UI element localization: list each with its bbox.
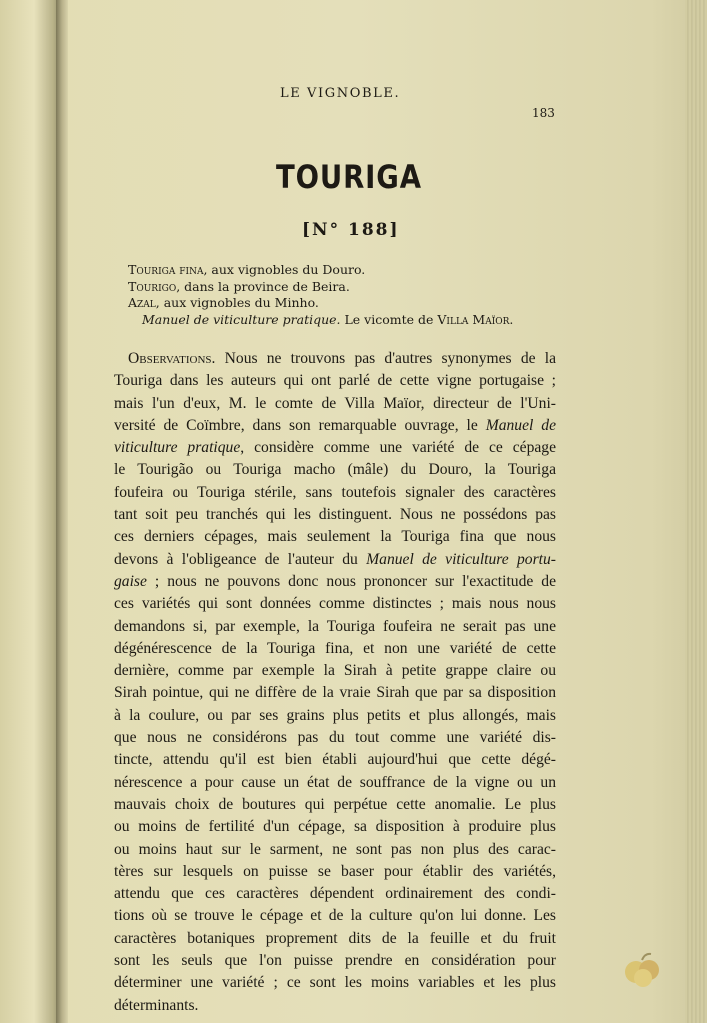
body-line bbox=[114, 816, 556, 838]
body-line bbox=[114, 905, 556, 927]
synonym-text: , dans la province de Beira. bbox=[176, 278, 350, 294]
fruit-stamp-icon bbox=[618, 948, 666, 990]
body-line bbox=[114, 393, 556, 415]
body-line bbox=[114, 883, 556, 905]
body-line bbox=[114, 749, 556, 771]
body-segment: versité de Coïmbre, dans son remarquable ouvrage, le bbox=[114, 416, 486, 434]
body-segment: tincte, attendu qu'il est bien établi aujourd'hui que cette dégé- bbox=[114, 751, 556, 769]
body-segment: à la coulure, ou par ses grains plus petits et plus allongés, mais bbox=[114, 706, 556, 724]
body-line bbox=[114, 370, 556, 392]
book-gutter bbox=[56, 0, 68, 1023]
body-line bbox=[114, 571, 556, 593]
body-segment: mauvais choix de boutures qui perpétue cette anomalie. Le plus bbox=[114, 795, 556, 813]
synonym-name: Azal bbox=[128, 295, 156, 310]
synonym-list bbox=[128, 262, 513, 328]
body-line bbox=[114, 995, 556, 1017]
page-edges bbox=[685, 0, 707, 1023]
body-segment: viticulture pratique bbox=[114, 439, 241, 457]
body-line bbox=[114, 772, 556, 794]
body-segment: gaise bbox=[114, 572, 147, 590]
body-line bbox=[114, 459, 556, 481]
body-line bbox=[114, 526, 556, 548]
body-segment: Touriga dans les auteurs qui ont parlé de cette vigne portugaise ; bbox=[114, 372, 556, 390]
body-segment: le Tourigão ou Touriga macho (mâle) du Douro, la Touriga bbox=[114, 461, 556, 479]
body-segment: Observations. bbox=[128, 350, 216, 367]
body-segment: demandons si, par exemple, la Touriga foufeira ne serait pas une bbox=[114, 617, 556, 635]
body-line bbox=[114, 437, 556, 459]
synonym-line bbox=[128, 262, 513, 279]
synonym-line bbox=[128, 295, 513, 312]
body-segment: déterminants. bbox=[114, 996, 199, 1014]
left-page-edge bbox=[0, 0, 62, 1023]
synonym-name: Tourigo bbox=[128, 278, 177, 294]
reference-line bbox=[128, 312, 513, 329]
body-line bbox=[114, 861, 556, 883]
body-line bbox=[114, 415, 556, 437]
body-line bbox=[114, 928, 556, 950]
body-segment: ou moins haut sur le sarment, ne sont pas non plus des carac- bbox=[114, 840, 556, 858]
body-segment: nérescence a pour cause un état de souffrance de la vigne ou un bbox=[114, 773, 556, 791]
body-segment: tères sur lesquels on puisse se baser pour établir des variétés, bbox=[114, 862, 556, 880]
body-line bbox=[114, 660, 556, 682]
body-segment: Manuel de viticulture portu- bbox=[366, 550, 556, 568]
body-line bbox=[114, 638, 556, 660]
body-segment: devons à l'obligeance de l'auteur du bbox=[114, 550, 367, 568]
body-segment: Sirah pointue, qui ne diffère de la vraie Sirah que par sa disposition bbox=[114, 684, 556, 702]
body-segment: dégénérescence de la Touriga fina, et non une variété de cette bbox=[114, 639, 556, 657]
reference-prefix: Le vicomte de bbox=[340, 311, 438, 327]
observations-paragraph bbox=[114, 348, 556, 1017]
body-segment: Nous ne trouvons pas d'autres synonymes de la bbox=[215, 350, 556, 367]
body-line bbox=[114, 682, 556, 704]
body-line bbox=[114, 727, 556, 749]
body-line bbox=[114, 839, 556, 861]
body-segment: ; nous ne pouvons donc nous prononcer sur l'exactitude de bbox=[146, 572, 556, 590]
body-segment: ou moins de fertilité d'un cépage, sa disposition à produire plus bbox=[114, 818, 556, 836]
body-segment: dernière, comme par exemple la Sirah à petite grappe claire ou bbox=[114, 662, 556, 680]
page-number: 183 bbox=[532, 106, 555, 120]
body-line bbox=[114, 972, 556, 994]
body-segment: foufeira ou Touriga stérile, sans toutefois signaler des caractères bbox=[114, 483, 556, 501]
body-segment: attendu que ces caractères dépendent ordinairement des condi- bbox=[114, 885, 556, 903]
body-segment: ces variétés qui sont données comme distinctes ; mais nous nous bbox=[114, 595, 556, 613]
synonym-name: Touriga fina bbox=[128, 262, 204, 277]
body-line bbox=[114, 482, 556, 504]
body-line bbox=[114, 616, 556, 638]
synonym-text: , aux vignobles du Douro. bbox=[203, 262, 366, 277]
reference-author: Villa Maïor. bbox=[437, 311, 514, 327]
synonym-text: , aux vignobles du Minho. bbox=[155, 295, 319, 310]
body-line bbox=[114, 549, 556, 571]
reference-work: Manuel de viticulture pratique. bbox=[142, 311, 341, 327]
body-segment: mais l'un d'eux, M. le comte de Villa Maïor, directeur de l'Uni- bbox=[114, 394, 556, 412]
page-title: TOURIGA bbox=[276, 158, 422, 196]
body-segment: ces derniers cépages, mais seulement la Touriga fina que nous bbox=[114, 528, 556, 546]
running-head: LE VIGNOBLE. bbox=[280, 86, 401, 101]
body-line bbox=[114, 504, 556, 526]
body-segment: tions où se trouve le cépage et de la culture qu'on lui donne. Les bbox=[114, 907, 556, 925]
synonym-line bbox=[128, 279, 513, 296]
body-segment: déterminer une variété ; ce sont les moins variables et les plus bbox=[114, 974, 556, 992]
body-segment: sont les seuls que l'on puisse prendre en considération pour bbox=[114, 952, 556, 970]
body-line bbox=[114, 593, 556, 615]
body-line bbox=[114, 794, 556, 816]
book-page bbox=[68, 0, 685, 1023]
body-segment: tant soit peu tranchés qui les distinguent. Nous ne possédons pas bbox=[114, 506, 556, 524]
body-line bbox=[114, 950, 556, 972]
body-segment: , considère comme une variété de ce cépage bbox=[240, 439, 557, 457]
body-segment: Manuel de bbox=[485, 416, 556, 434]
body-segment: que nous ne considérons pas du tout comme une variété dis- bbox=[114, 729, 556, 747]
body-segment: caractères botaniques proprement dits de la feuille et du fruit bbox=[114, 929, 556, 947]
entry-number: [N° 188] bbox=[302, 220, 400, 240]
body-line bbox=[114, 348, 556, 370]
body-line bbox=[114, 705, 556, 727]
